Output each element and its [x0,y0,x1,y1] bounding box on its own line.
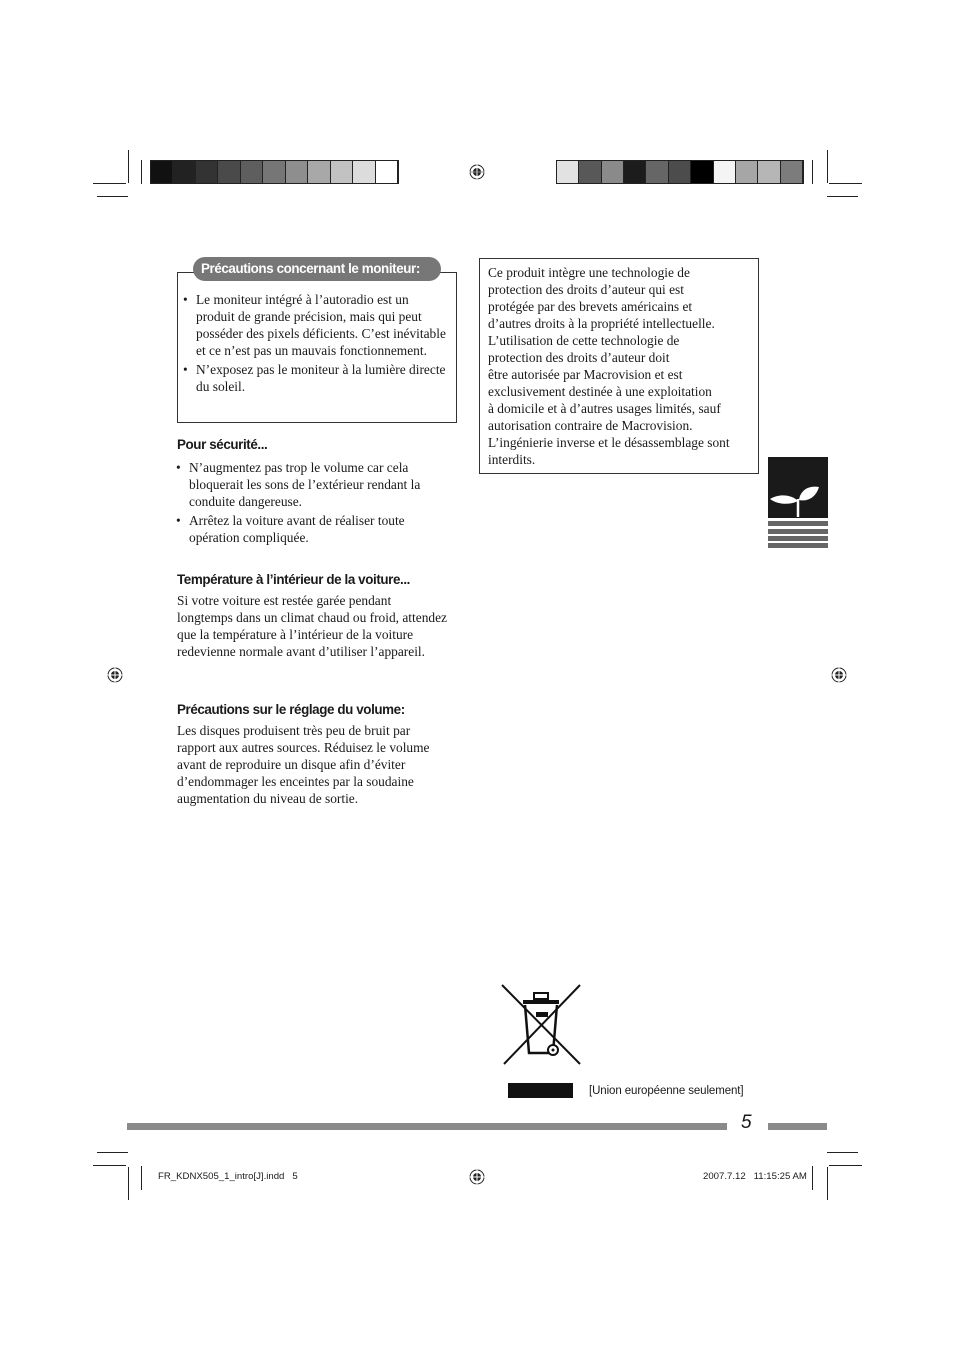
color-swatch [286,161,308,183]
monitor-precautions-title: Précautions concernant le moniteur: [193,257,441,281]
registration-mark-icon [469,164,485,180]
color-swatch [602,161,624,183]
color-swatch [624,161,646,183]
copyright-line: L’ingénierie inverse et le désassemblage sont [488,435,730,450]
copyright-line: autorisation contraire de Macrovision. [488,418,693,433]
sprout-icon [768,457,828,518]
section-tab [768,457,828,518]
color-swatch [691,161,713,183]
color-swatch [218,161,240,183]
volume-text: Les disques produisent très peu de bruit par rapport aux autres sources. Réduisez le volume avant de reproduire un disque afin d’éviter d’endommager les enceintes par la soudaine augmentation du niveau de sortie. [177,723,430,806]
volume-heading: Précautions sur le réglage du volume: [177,702,405,717]
copyright-line: L’utilisation de cette technologie de [488,333,680,348]
registration-mark-icon [469,1169,485,1185]
copyright-line: interdits. [488,452,536,467]
footer-bar-left [127,1123,727,1130]
color-swatch [781,161,803,183]
copyright-line: protégée par des brevets américains et [488,299,693,314]
color-swatch [669,161,691,183]
color-swatch [557,161,579,183]
color-swatch [646,161,668,183]
color-swatch [736,161,758,183]
color-swatch [714,161,736,183]
copyright-line: être autorisée par Macrovision et est [488,367,683,382]
copyright-line: Ce produit intègre une technologie de [488,265,690,280]
section-tab-stripe [768,543,828,548]
color-swatch [308,161,330,183]
copyright-line: d’autres droits à la propriété intellectuelle. [488,316,715,331]
section-tab-stripe [768,521,828,526]
registration-mark-icon [831,667,847,683]
copyright-line: protection des droits d’auteur qui est [488,282,684,297]
copyright-line: protection des droits d’auteur doit [488,350,670,365]
color-swatch [263,161,285,183]
color-swatch [353,161,375,183]
color-swatch [173,161,195,183]
weee-caption: [Union européenne seulement] [589,1085,744,1097]
section-tab-stripe [768,529,828,534]
list-item: • N’augmentez pas trop le volume car cela bloquerait les sons de l’extérieur rendant la conduite dangereuse. [173,459,449,510]
crossed-out-bin-icon [500,983,582,1066]
color-swatch [579,161,601,183]
timestamp-slug: 2007.7.12 11:15:25 AM [703,1171,807,1182]
copyright-line: exclusivement destinée à une exploitation [488,384,712,399]
list-item: • Arrêtez la voiture avant de réaliser toute opération compliquée. [173,512,449,546]
temperature-text: Si votre voiture est restée garée pendant longtemps dans un climat chaud ou froid, attendez que la température à l’intérieur de la voiture redevienne normale avant d’utiliser l’appareil. [177,593,447,659]
weee-black-bar [508,1083,573,1098]
color-swatch [758,161,780,183]
color-calibration-strip-right [556,160,804,184]
color-swatch [331,161,353,183]
security-list [173,459,449,548]
color-swatch [376,161,398,183]
copyright-notice-box [479,258,759,474]
security-heading: Pour sécurité... [177,437,268,452]
footer-bar-right [768,1123,827,1130]
page-number: 5 [741,1112,752,1133]
color-swatch [241,161,263,183]
registration-mark-icon [107,667,123,683]
monitor-precautions-box [177,272,457,423]
color-swatch [196,161,218,183]
list-item: • Le moniteur intégré à l’autoradio est un produit de grande précision, mais qui peut posséder des pixels déficients. C’est inévitable et ce n’est pas un mauvais fonctionnement. [180,291,446,359]
temperature-heading: Température à l’intérieur de la voiture... [177,572,410,587]
color-swatch [151,161,173,183]
copyright-line: à domicile et à d’autres usages limités, sauf [488,401,721,416]
section-tab-stripe [768,536,828,541]
file-name-slug: FR_KDNX505_1_intro[J].indd 5 [158,1171,298,1182]
list-item: • N’exposez pas le moniteur à la lumière directe du soleil. [180,361,446,395]
color-calibration-strip-left [150,160,399,184]
